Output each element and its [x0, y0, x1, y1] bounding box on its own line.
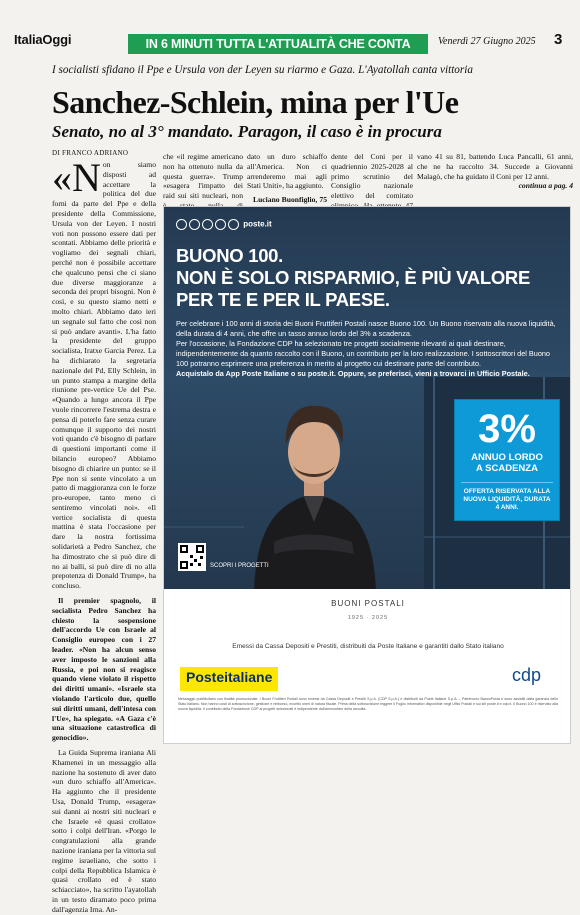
- social-bar: [176, 219, 272, 230]
- centenary-title: BUONI POSTALI: [331, 599, 405, 608]
- offer-line-3: OFFERTA RISERVATA ALLA NUOVA LIQUIDITÀ, DURATA 4 ANNI.: [461, 482, 553, 512]
- ad-title-line-1: BUONO 100.: [176, 245, 284, 266]
- ad-body-paragraph-1: Per celebrare i 100 anni di storia dei Buoni Fruttiferi Postali nasce Buono 100. Un Buono riservato alla nuova liquidità, della durata di 4 anni, che offre un tasso annuo lordo del 3% a scadenza.: [176, 319, 556, 338]
- column-1-paragraph-3: La Guida Suprema iraniana Ali Khamenei in un messaggio alla nazione ha sostenuto di aver dato «un duro schiaffo all'America». Ha aggiunto che il presidente Usa, Donald Trump, «esagera» sui danni ai nostri siti nucleari e che Israele «è quasi crollato» sotto i colpi dell'Iran. «Porgo le congratulazioni alla grande nazione iraniana per la vittoria sul regime israeliano, che sotto i colpi della Repubblica Islamica è quasi crollato ed è stato schiacciato», ha scritto l'ayatollah in un testo diramato poco prima dall'agenzia Irna. An-: [52, 748, 156, 914]
- article-kicker: I socialisti sfidano il Ppe e Ursula von der Leyen su riarmo e Gaza. L'Ayatollah canta vittoria: [52, 64, 473, 76]
- column-1-paragraph-2: Il premier spagnolo, il socialista Pedro Sanchez ha chiesto la sospensione dell'accordo Ue con Israele al Consiglio europeo con i 27 leader. «Non ha alcun senso aver imposto le sanzioni alla Russia, e poi non si reagisce quando viene violato il rispetto dei diritti umani». «Israele sta violando l'articolo due, quello sui diritti umani, dell'intesa con l'Ue», ha spiegato. «A Gaza c'è una situazione catastrofica di genocidio».: [52, 596, 156, 743]
- page-number: 3: [554, 31, 563, 48]
- offer-box: [454, 399, 560, 521]
- facebook-icon[interactable]: [176, 219, 187, 230]
- ad-body: [176, 319, 562, 379]
- issuer-line: Emessi da Cassa Depositi e Prestiti, distribuiti da Poste Italiane e garantiti dallo Stato italiano: [232, 643, 504, 650]
- continue-link[interactable]: continua a pag. 4: [518, 181, 573, 191]
- article-byline: DI FRANCO ADRIANO: [52, 149, 129, 157]
- linkedin-icon[interactable]: [215, 219, 226, 230]
- website-link[interactable]: poste.it: [243, 219, 272, 229]
- centenary-logo: [164, 589, 571, 641]
- article-column-4: dente del Coni per il quadriennio 2025-2028 al primo scrutinio del Consiglio nazionale elettivo del comitato: [331, 152, 413, 201]
- column-5-text: vano 41 su 81, battendo Luca Pancalli, 61 anni, che ne ha raccolto 34. Succede a Giovanni Malagò, che ha guidato il Coni per 12 anni.: [417, 152, 573, 181]
- qr-caption: SCOPRI I PROGETTI: [210, 563, 269, 569]
- page-header: [0, 0, 580, 56]
- section-banner: IN 6 MINUTI TUTTA L'ATTUALITÀ CHE CONTA: [128, 34, 428, 54]
- cdp-logo: cdp: [512, 665, 542, 685]
- instagram-icon[interactable]: [202, 219, 213, 230]
- article-column-5: [417, 152, 573, 191]
- column-3-paragraph-2: Luciano Buonfiglio, 75: [253, 195, 327, 205]
- centenary-years: 1925 · 2025: [347, 615, 389, 621]
- ad-photo-panel: [164, 207, 571, 589]
- youtube-icon[interactable]: [228, 219, 239, 230]
- newspaper-logo: ItaliaOggi: [14, 32, 72, 47]
- article-column-1: [52, 155, 156, 915]
- ad-title-line-3: PER TE E PER IL PAESE.: [176, 289, 390, 310]
- advertisement: [163, 206, 571, 744]
- drop-cap: «N: [52, 155, 101, 200]
- legal-disclaimer: Messaggio pubblicitario con finalità promozionale. I Buoni Fruttiferi Postali sono emessi da Cassa Depositi e Prestiti S.p.A. (CDP S.p.A.) e distribuiti da Poste Italiane S.p.A. – Patrimonio BancoPosta e sono assistiti dalla garanzia dello Stato italiano. Non hanno costi di sottoscrizione, gestione e rimborso, eccetto oneri di natura fiscale. Prima della sottoscrizione leggere il Foglio Informativo disponibile negli Uffici Postali e sui siti poste.it e cdp.it. Il Buono 100 è riservato alla nuova liquidità. Il contributo della Fondazione CDP ai progetti selezionati è indipendente dall'ammontare della raccolta.: [178, 697, 558, 711]
- column-1-paragraph-1: on siamo disposti ad accettare la politica del due forni da parte del Ppe e della presidente della Commissione, Ursula von der Leyen. I nostri voti non possono essere dati per scontati. Abbiamo delle priorità e vogliamo dei segnali chiari, perché non è possibile accettare che qualcuno pensi che ci siano due diverse maggioranze a seconda dei propri bisogni. Non è così, e su questo siamo netti e molto chiari. Abbiamo dato ieri un segnale sul fatto che così non si può andare avanti». L'ha fatto la presidente del gruppo socialista, Iratxe Garcia Perez. La ha dichiarato la segretaria nazionale del Pd, Elly Schlein, in un punto stampa a margine della riunione pre-vertice Ue del Pse. «Quando a lungo ancora il Ppe vuole rincorrere l'estrema destra e pensa di poterlo fare senza curare comunque il supporto dei nostri voti quando c'è bisogno di parlare di questioni importanti come il bilancio europeo? Abbiamo bisogno di chiarire un punto: se il Ppe non si sente vincolato a un patto di maggioranza con le forze pro-europee, tanto meno ci sentiremo vincolati noi». «Il vertice socialista di questa mattina è stata l'occasione per dare la nostra fortissima solidarietà a Pedro Sanchez, che ha dimostrato che si può dire di no ai balli, si può dire di no alla prepotenza di Donald Trump», ha concluso.: [52, 160, 156, 591]
- offer-line-2: A SCADENZA: [476, 463, 538, 474]
- column-3-paragraph-1: dato un duro schiaffo all'America. Non ci arrenderemo mai agli Stati Uniti», ha aggiunto.: [247, 152, 327, 191]
- ad-body-paragraph-3: Acquistalo da App Poste Italiane o su poste.it. Oppure, se preferisci, vieni a trovarci in Ufficio Postale.: [176, 369, 530, 378]
- qr-code-icon[interactable]: [178, 543, 206, 571]
- person-illustration: [234, 382, 394, 589]
- ad-title: [176, 245, 566, 311]
- offer-line-1: ANNUO LORDO: [471, 452, 543, 463]
- issue-date: Venerdì 27 Giugno 2025: [438, 36, 536, 47]
- x-icon[interactable]: [189, 219, 200, 230]
- ad-title-line-2: NON È SOLO RISPARMIO, È PIÙ VALORE: [176, 267, 531, 288]
- article-headline: Sanchez-Schlein, mina per l'Ue: [52, 84, 459, 120]
- article-column-2: che «il regime americano non ha ottenuto nulla da questa guerra». Trump «esagera l'impatto dei raid sui siti nucleari, non: [163, 152, 243, 201]
- article-subhead: Senato, no al 3° mandato. Paragon, il caso è in procura: [52, 122, 442, 141]
- poste-italiane-logo: Posteitaliane: [180, 667, 278, 691]
- ad-body-paragraph-2: Per l'occasione, la Fondazione CDP ha selezionato tre progetti socialmente rilevanti ai quali destinare, indipendentemente da quanto raccolto con il Buono, un contributo per la loro realizzazione. I sottoscrittori del Buono 100 potranno esprimere una preferenza in merito al progetto cui destinare parte del contributo.: [176, 339, 550, 368]
- offer-rate: 3%: [478, 407, 536, 451]
